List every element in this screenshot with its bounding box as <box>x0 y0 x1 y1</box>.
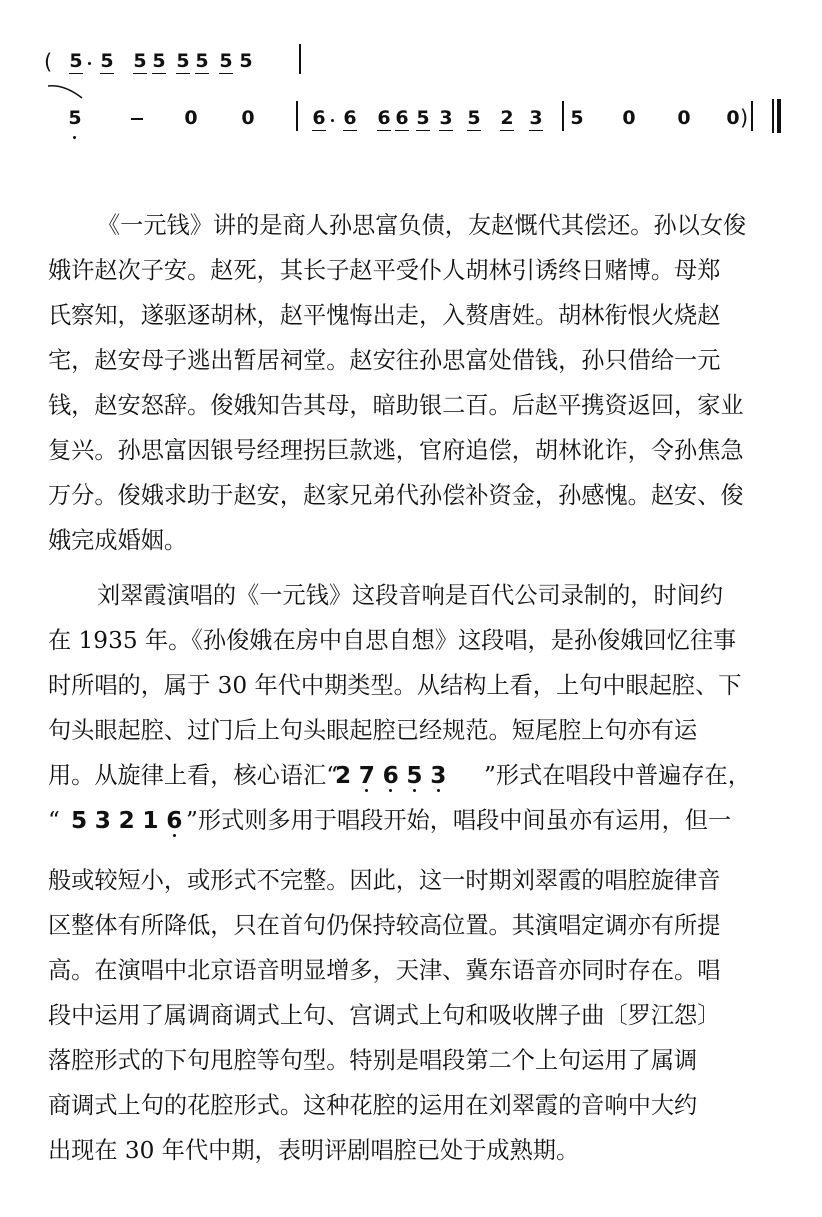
note: 5 <box>100 50 114 72</box>
final-bar-thin <box>772 99 774 133</box>
note: 5 <box>239 50 253 72</box>
note: 6 <box>343 107 357 129</box>
text-line: 娥完成婚姻。 <box>48 527 188 554</box>
note: 5 <box>219 50 233 72</box>
text-line: 般或较短小，或形式不完整。因此，这一时期刘翠霞的唱腔旋律音 <box>48 867 721 894</box>
text-line: 时所唱的，属于 30 年代中期类型。从结构上看，上句中眼起腔、下 <box>48 672 742 699</box>
music-notation <box>0 0 822 150</box>
text-line: 出现在 30 年代中期，表明评剧唱腔已处于成熟期。 <box>48 1137 580 1164</box>
dotted-rhythm <box>331 119 334 122</box>
note: 5 <box>152 50 166 72</box>
note: 5 <box>69 50 83 72</box>
text-line: 商调式上句的花腔形式。这种花腔的运用在刘翠霞的音响中大约 <box>48 1092 698 1119</box>
bar-line <box>296 101 298 131</box>
bar-line <box>751 101 753 131</box>
final-bar-thick <box>777 99 781 133</box>
close-paren: ) <box>740 106 749 130</box>
text-line: 氏察知，遂驱逐胡林，赵平愧悔出走，入赘唐姓。胡林衔恨火烧赵 <box>48 302 721 329</box>
note: 5 <box>133 50 147 72</box>
tie-arc <box>46 80 86 104</box>
motif-27653: 2 7 6 5 3 <box>335 756 446 796</box>
text-line: 娥许赵次子安。赵死，其长子赵平受仆人胡林引诱终日赌博。母郑 <box>48 257 721 284</box>
note: 0 <box>726 107 740 129</box>
text-line-with-motif: “ 5 3 2 1 6 ”形式则多用于唱段开始，唱段中间虽亦有运用，但一 <box>0 801 822 841</box>
note: 6 <box>377 107 391 129</box>
text-line: 万分。俊娥求助于赵安，赵家兄弟代孙偿补资金，孙感愧。赵安、俊 <box>48 482 744 509</box>
text-line: 在 1935 年。《孙俊娥在房中自思自想》这段唱，是孙俊娥回忆往事 <box>48 627 737 654</box>
note: 5 <box>195 50 209 72</box>
open-paren: ( <box>44 50 53 74</box>
note: 0 <box>241 107 255 129</box>
note: 0 <box>622 107 636 129</box>
bar-line <box>562 101 564 131</box>
text-line: 区整体有所降低，只在首句仍保持较高位置。其演唱定调亦有所提 <box>48 912 721 939</box>
note: 5 <box>467 107 481 129</box>
bar-line <box>299 44 301 74</box>
text-line: 落腔形式的下句甩腔等句型。特别是唱段第二个上句运用了属调 <box>48 1047 698 1074</box>
motif-53216: 5 3 2 1 6 <box>71 801 182 841</box>
note: 2 <box>500 107 514 129</box>
text-line-with-motif: 用。从旋律上看，核心语汇“ 2 7 6 5 3 ”形式在唱段中普遍存在， <box>0 756 822 796</box>
text-line: 高。在演唱中北京语音明显增多，天津、冀东语音亦同时存在。唱 <box>48 957 721 984</box>
note: 0 <box>677 107 691 129</box>
note: 0 <box>184 107 198 129</box>
text-line: 刘翠霞演唱的《一元钱》这段音响是百代公司录制的，时间约 <box>97 582 724 609</box>
note: 5 <box>68 107 82 129</box>
dotted-rhythm <box>88 62 91 65</box>
note: 6 <box>395 107 409 129</box>
note: 5 <box>416 107 430 129</box>
note: 5 <box>570 107 584 129</box>
note: 3 <box>439 107 453 129</box>
text-line: 复兴。孙思富因银号经理拐巨款逃，官府追偿，胡林讹诈，令孙焦急 <box>48 437 744 464</box>
note: 5 <box>176 50 190 72</box>
text-line: 钱，赵安怒辞。俊娥知告其母，暗助银二百。后赵平携资返回，家业 <box>48 392 744 419</box>
text-line: 段中运用了属调商调式上句、宫调式上句和吸收牌子曲〔罗江怨〕 <box>48 1002 721 1029</box>
text-line: 宅，赵安母子逃出暂居祠堂。赵安往孙思富处借钱，孙只借给一元 <box>48 347 721 374</box>
text-line: 句头眼起腔、过门后上句头眼起腔已经规范。短尾腔上句亦有运 <box>48 717 698 744</box>
note: 6 <box>312 107 326 129</box>
note: 3 <box>529 107 543 129</box>
dash <box>131 118 143 120</box>
text-line: 《一元钱》讲的是商人孙思富负债，友赵慨代其偿还。孙以女俊 <box>97 212 747 239</box>
